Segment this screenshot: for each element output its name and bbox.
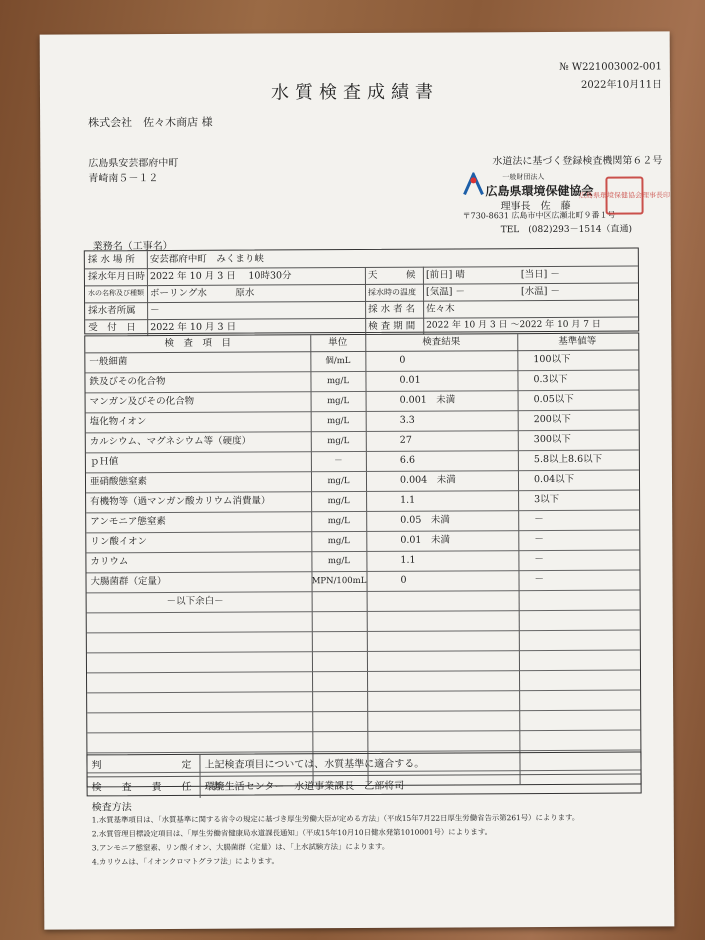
result-value: 3.3 [399,414,415,426]
result-value: 0.004 未満 [399,474,456,486]
seal-text: 広島県環境保健協会理事長印 [578,190,671,200]
result-value: 0.01 [399,374,421,386]
client-name: 株式会社 佐々木商店 様 [88,115,213,130]
header-unit: 単位 [328,337,348,349]
received-label: 受 付 日 [88,322,136,334]
result-unit: mg/L [327,536,350,547]
header-result: 検査結果 [422,336,461,348]
result-unit: mg/L [327,416,350,427]
result-standard: － [534,554,544,566]
result-item: 鉄及びその化合物 [89,376,166,388]
result-unit: mg/L [327,436,350,447]
organization-logo-icon [462,172,484,196]
responsible-value: 環境生活センター 水道事業課長 乙部将司 [200,776,405,798]
result-item: 大腸菌群（定量） [90,575,167,588]
document-number: № W221003002-001 [559,61,662,73]
client-address-line-1: 広島県安芸郡府中町 [88,157,179,170]
responsible-label: 検 査 責 任 者 [91,781,222,794]
result-item: 亜硝酸態窒素 [89,476,148,488]
method-line-1: 1.水質基準項目は、「水質基準に関する省令の規定に基づき厚生労働大臣が定める方法」（平成15年7月22日厚生労働省告示第261号）によります。 [91,812,580,825]
method-title: 検査方法 [91,802,132,814]
result-standard: 0.04以下 [533,473,575,486]
result-unit: mg/L [327,556,350,567]
sampler-label: 採 水 者 名 [368,303,416,315]
header-standard: 基準値等 [558,335,597,347]
result-item: 塩化物イオン [89,416,147,428]
result-item: マンガン及びその化合物 [89,395,195,408]
result-item: カルシウム、マグネシウム等（硬度） [89,435,252,448]
document-paper [40,31,675,929]
weather-previous-day: [前日] 晴 [425,269,465,281]
method-line-3: 3.アンモニア態窒素、リン酸イオン、大腸菌群（定量）は、「上水試験方法」によります。 [91,841,390,853]
result-value: 27 [399,434,412,446]
result-standard: 100以下 [533,353,571,366]
result-value: 0 [399,354,406,366]
weather-today: [当日] － [520,268,560,281]
result-item: アンモニア態窒素 [90,516,166,528]
result-standard: 5.8以上8.6以下 [533,453,603,466]
result-standard: － [534,574,545,586]
result-item: 有機物等（過マンガン酸カリウム消費量） [90,495,271,508]
sampler-value: 佐々木 [426,303,455,315]
official-seal-stamp [578,176,671,214]
air-temperature: [気温] － [425,286,465,298]
result-value: 6.6 [399,454,416,466]
judgement-table [86,752,641,797]
type-label: 水の名称及び種類 [87,289,145,298]
result-item: リン酸イオン [90,536,148,548]
project-name-label: 業務名（工事名） [92,240,173,253]
department-label: 採水者所属 [88,305,136,317]
judgement-row [87,753,640,777]
place-label: 採 水 場 所 [87,254,135,266]
header-item: 検 査 項 目 [164,337,232,350]
result-unit: mg/L [327,476,350,487]
weather-label: 天 候 [367,269,416,281]
result-unit: － [334,456,343,467]
result-standard: 300以下 [533,433,571,446]
result-value: 0.05 未満 [400,514,450,526]
result-unit: mg/L [327,396,350,407]
result-item: 一般細菌 [89,356,128,368]
judgement-text: 上記検査項目については、水質基準に適合する。 [199,754,424,776]
result-standard: － [534,534,544,546]
date-value: 2022 年 10 月 3 日 10時30分 [149,270,292,283]
department-value: － [150,305,160,317]
result-unit: 個/mL [325,356,351,367]
result-value: 0.01 未満 [400,534,450,546]
organization-address: 〒730-8631 広島市中区広瀬北町９番１号 [462,210,616,221]
period-value: 2022 年 10 月 3 日 ～2022 年 10 月 7 日 [426,319,601,331]
issue-date: 2022年10月11日 [580,79,662,91]
method-line-2: 2.水質管理目標設定項目は、「厚生労働省健康局水道課長通知」（平成15年10月10日健水発第1010001号）によります。 [91,827,493,839]
organization-name: 広島県環境保健協会 [485,183,594,199]
result-value: 0.001 未満 [399,394,456,406]
result-standard: 0.05以下 [533,393,574,406]
temperature-label: 採水時の温度 [367,287,417,297]
result-standard: 200以下 [533,413,571,426]
result-item: ｐＨ値 [89,456,119,468]
organization-type: 一般財団法人 [502,173,545,182]
received-value: 2022 年 10 月 3 日 [150,321,237,334]
result-value: 1.1 [400,554,416,566]
date-label: 採水年月日時 [87,271,145,283]
result-standard: － [534,514,544,526]
place-value: 安芸郡府中町 みくまり峡 [149,253,264,266]
document-title: 水質検査成績書 [270,81,440,104]
client-address-line-2: 青崎南５－１２ [88,173,159,185]
method-line-4: 4.カリウムは、「イオンクロマトグラフ法」によります。 [91,856,279,867]
result-unit: mg/L [327,496,350,507]
result-value: 1.1 [400,494,416,506]
type-value: ボーリング水 原水 [149,287,255,300]
sampling-info-table [84,248,639,335]
result-value: 0 [400,574,407,586]
organization-phone: TEL (082)293－1514（直通) [500,224,633,236]
responsible-row [88,774,641,799]
result-item: カリウム [90,556,129,568]
registration-statement: 水道法に基づく登録検査機関第６２号 [492,155,663,168]
water-temperature: [水温] － [520,285,560,298]
test-results-table [84,333,641,788]
organization-representative: 理事長 佐 藤 [500,200,571,213]
result-unit: mg/L [327,516,350,527]
period-label: 検 査 期 間 [368,320,416,332]
result-standard: 0.3以下 [533,373,568,386]
result-standard: 3以下 [534,493,560,506]
result-unit: MPN/100mL [311,575,367,587]
remainder-note: －以下余白－ [166,595,224,607]
judgement-label: 判 定 [91,759,192,772]
result-unit: mg/L [326,376,350,387]
